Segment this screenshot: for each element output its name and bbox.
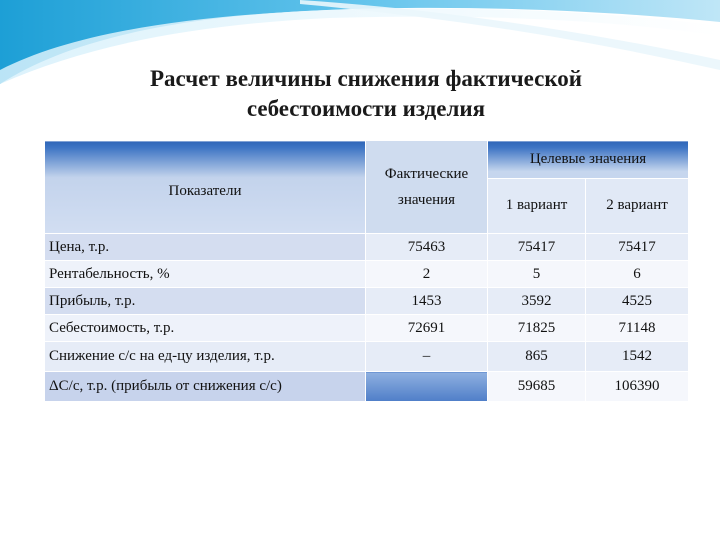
row-actual xyxy=(366,372,488,402)
row-label: Цена, т.р. xyxy=(45,234,366,261)
row-variant-2: 75417 xyxy=(586,234,689,261)
slide-title xyxy=(60,64,672,124)
header-actual-line2: значения xyxy=(397,192,456,208)
row-variant-1: 5 xyxy=(488,261,586,288)
header-indicators: Показатели xyxy=(45,141,366,234)
table-row xyxy=(45,288,689,315)
row-variant-2: 4525 xyxy=(586,288,689,315)
row-label: Прибыль, т.р. xyxy=(45,288,366,315)
row-label: Себестоимость, т.р. xyxy=(45,315,366,342)
header-target-values: Целевые значения xyxy=(488,141,689,179)
header-actual-line1: Фактические xyxy=(384,166,469,182)
row-variant-2: 106390 xyxy=(586,372,689,402)
row-actual: 75463 xyxy=(366,234,488,261)
row-actual: 72691 xyxy=(366,315,488,342)
row-variant-2: 1542 xyxy=(586,342,689,372)
row-variant-1: 75417 xyxy=(488,234,586,261)
row-variant-1: 865 xyxy=(488,342,586,372)
row-actual: 1453 xyxy=(366,288,488,315)
title-line-1: Расчет величины снижения фактической xyxy=(149,66,583,91)
row-label: ΔС/с, т.р. (прибыль от снижения с/с) xyxy=(45,372,366,402)
row-variant-2: 71148 xyxy=(586,315,689,342)
row-variant-1: 71825 xyxy=(488,315,586,342)
table-row xyxy=(45,372,689,402)
header-variant-1: 1 вариант xyxy=(488,178,586,233)
title-line-2: себестоимости изделия xyxy=(246,96,486,121)
row-variant-1: 3592 xyxy=(488,288,586,315)
header-variant-2: 2 вариант xyxy=(586,178,689,233)
table-row xyxy=(45,234,689,261)
table-header-row xyxy=(45,141,689,179)
cost-reduction-table xyxy=(44,140,689,402)
table-row xyxy=(45,261,689,288)
row-variant-1: 59685 xyxy=(488,372,586,402)
header-actual-values xyxy=(366,141,488,234)
row-actual: – xyxy=(366,342,488,372)
row-actual: 2 xyxy=(366,261,488,288)
row-label: Снижение с/с на ед-цу изделия, т.р. xyxy=(45,342,366,372)
row-variant-2: 6 xyxy=(586,261,689,288)
row-label: Рентабельность, % xyxy=(45,261,366,288)
table-row xyxy=(45,315,689,342)
table-row xyxy=(45,342,689,372)
